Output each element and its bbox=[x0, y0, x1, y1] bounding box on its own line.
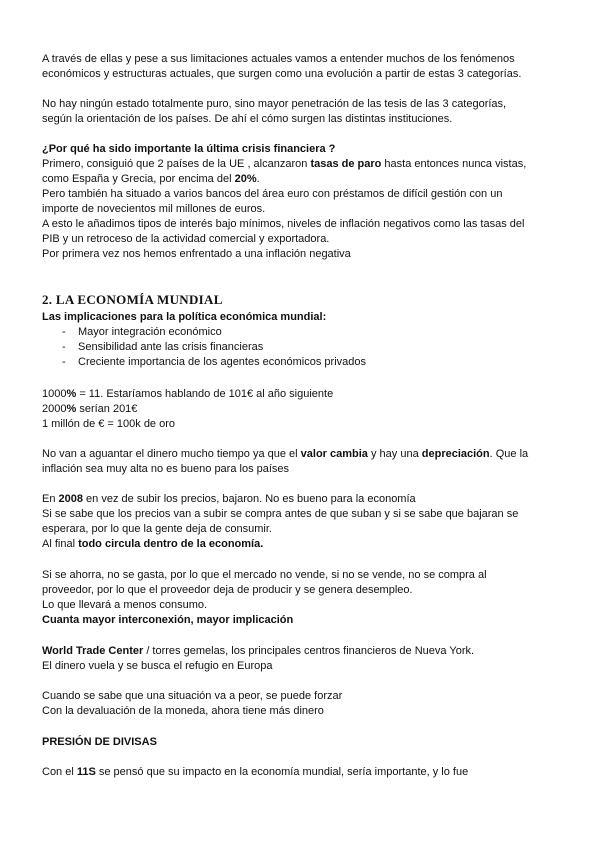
text-line: 1000% = 11. Estaríamos hablando de 101€ al año siguiente bbox=[42, 388, 334, 400]
list-item: - Sensibilidad ante las crisis financieras bbox=[42, 340, 562, 355]
text-line: 1 millón de € = 100k de oro bbox=[42, 418, 176, 430]
text-line: según la orientación de los países. De ahí el cómo surgen las distintas instituciones. bbox=[42, 113, 453, 125]
text-line: Si se sabe que los precios van a subir se compra antes de que suban y si se sabe que bajaran se bbox=[42, 508, 519, 520]
divisas-heading-block bbox=[42, 735, 562, 750]
text-line: proveedor, por lo que el proveedor deja de producir y se genera desempleo. bbox=[42, 584, 413, 596]
crisis-paragraph bbox=[42, 142, 562, 262]
text-line: esperara, por lo que la gente deja de consumir. bbox=[42, 523, 272, 535]
list-item: - Mayor integración económico bbox=[42, 325, 562, 340]
implications-list bbox=[42, 325, 562, 370]
text-line: Si se ahorra, no se gasta, por lo que el mercado no vende, si no se vende, no se compra al bbox=[42, 569, 487, 581]
devaluation-paragraph bbox=[42, 689, 562, 719]
text-line: En 2008 en vez de subir los precios, bajaron. No es bueno para la economía bbox=[42, 493, 416, 505]
text-line: No hay ningún estado totalmente puro, sino mayor penetración de las tesis de las 3 categorías, bbox=[42, 98, 507, 110]
wtc-paragraph bbox=[42, 644, 562, 674]
saving-paragraph bbox=[42, 568, 562, 628]
implications-block bbox=[42, 310, 562, 370]
divisas-paragraph bbox=[42, 765, 562, 780]
list-item: - Creciente importancia de los agentes económicos privados bbox=[42, 355, 562, 370]
text-line: importe de novecientos mil millones de euros. bbox=[42, 203, 266, 215]
text-line: World Trade Center / torres gemelas, los principales centros financieros de Nueva York. bbox=[42, 645, 475, 657]
inflation-examples bbox=[42, 387, 562, 432]
text-line: A través de ellas y pese a sus limitaciones actuales vamos a entender muchos de los fenómenos bbox=[42, 53, 515, 65]
text-line: 2000% serían 201€ bbox=[42, 403, 138, 415]
purity-paragraph bbox=[42, 97, 562, 127]
text-line: Con el 11S se pensó que su impacto en la economía mundial, sería importante, y lo fue bbox=[42, 766, 469, 778]
text-line: Cuanta mayor interconexión, mayor implicación bbox=[42, 614, 294, 626]
section-title: 2. LA ECONOMÍA MUNDIAL bbox=[42, 292, 223, 307]
implications-subtitle: Las implicaciones para la política económica mundial: bbox=[42, 311, 327, 323]
text-line: económicos y estructuras actuales, que surgen como una evolución a partir de estas 3 categorías. bbox=[42, 68, 522, 80]
text-line: inflación sea muy alta no es bueno para los países bbox=[42, 463, 290, 475]
money-paragraph bbox=[42, 447, 562, 477]
text-line: como España y Grecia, por encima del 20%. bbox=[42, 173, 260, 185]
text-line: A esto le añadimos tipos de interés bajo mínimos, niveles de inflación negativos como las tasas del bbox=[42, 218, 525, 230]
text-line: Con la devaluación de la moneda, ahora tiene más dinero bbox=[42, 705, 324, 717]
text-line: PIB y un retroceso de la actividad comercial y exportadora. bbox=[42, 233, 330, 245]
text-line: El dinero vuela y se busca el refugio en Europa bbox=[42, 660, 273, 672]
crisis-question: ¿Por qué ha sido importante la última crisis financiera ? bbox=[42, 143, 336, 155]
text-line: Primero, consiguió que 2 países de la UE , alcanzaron tasas de paro hasta entonces nunca vistas, bbox=[42, 158, 527, 170]
text-line: No van a aguantar el dinero mucho tiempo ya que el valor cambia y hay una depreciación. Que la bbox=[42, 448, 529, 460]
text-line: Lo que llevará a menos consumo. bbox=[42, 599, 208, 611]
year-2008-paragraph bbox=[42, 492, 562, 552]
text-line: Por primera vez nos hemos enfrentado a una inflación negativa bbox=[42, 248, 351, 260]
intro-paragraph bbox=[42, 52, 562, 82]
divisas-heading: PRESIÓN DE DIVISAS bbox=[42, 736, 157, 748]
text-line: Cuando se sabe que una situación va a peor, se puede forzar bbox=[42, 690, 343, 702]
text-line: Pero también ha situado a varios bancos del área euro con préstamos de difícil gestión con un bbox=[42, 188, 503, 200]
text-line: Al final todo circula dentro de la economía. bbox=[42, 538, 264, 550]
